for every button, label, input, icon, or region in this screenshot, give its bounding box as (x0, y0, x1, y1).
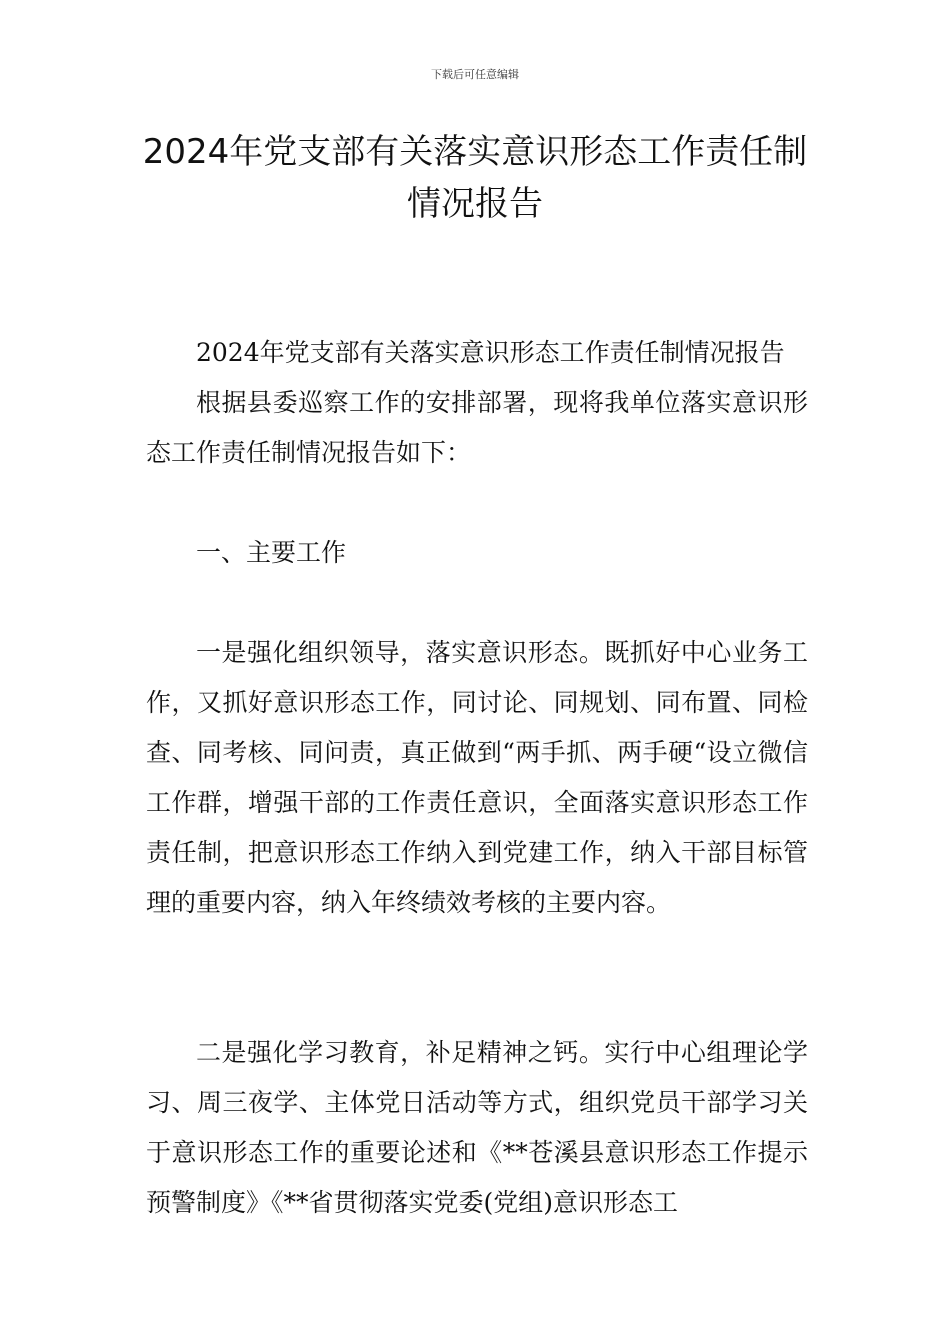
paragraph-first: 一是强化组织领导，落实意识形态。既抓好中心业务工作，又抓好意识形态工作，同讨论、同规划、同布置、同检查、同考核、同问责，真正做到“两手抓、两手硬“设立微信工作群，增强干部的工作责任意识，全面落实意识形态工作责任制，把意识形态工作纳入到党建工作，纳入干部目标管理的重要内容，纳入年终绩效考核的主要内容。 (146, 638, 808, 917)
document-title: 2024年党支部有关落实意识形态工作责任制情况报告 (142, 132, 808, 224)
header-note: 下载后可任意编辑 (431, 68, 519, 81)
paragraph-title-repeat: 2024年党支部有关落实意识形态工作责任制情况报告 (196, 338, 785, 367)
section-heading: 一、主要工作 (196, 538, 347, 567)
paragraph-second: 二是强化学习教育，补足精神之钙。实行中心组理论学习、周三夜学、主体党日活动等方式，组织党员干部学习关于意识形态工作的重要论述和《**苍溪县意识形态工作提示预警制度》《**省贯彻落实党委(党组)意识形态工 (146, 1038, 808, 1217)
paragraph-intro: 根据县委巡察工作的安排部署，现将我单位落实意识形态工作责任制情况报告如下： (146, 388, 808, 467)
